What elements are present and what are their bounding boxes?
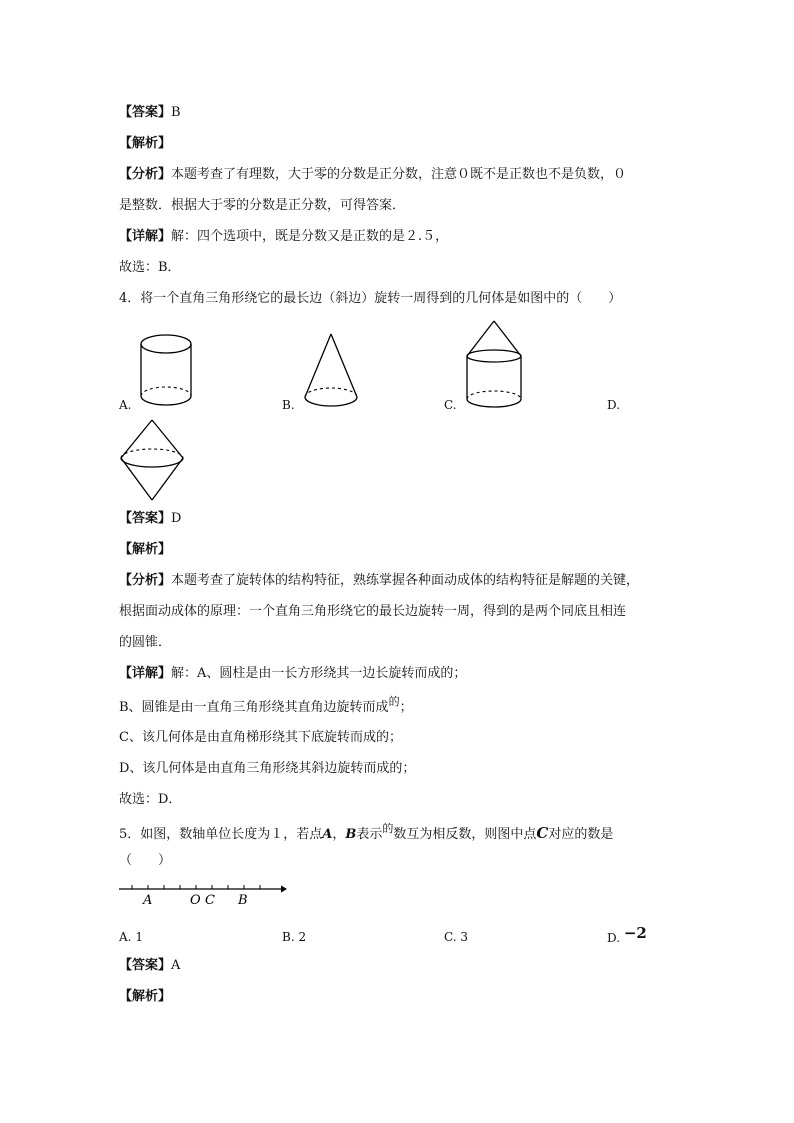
fenxi-tag: 【分析】	[119, 167, 172, 182]
q5-analysis-tag: 【解析】	[119, 989, 172, 1004]
option-label: B.	[282, 930, 295, 944]
q3-fenxi-line2: 是整数．根据大于零的分数是正分数，可得答案．	[119, 198, 406, 213]
q5-option-b	[282, 930, 306, 944]
answer-value: B	[171, 105, 181, 120]
point-b: B	[345, 827, 357, 842]
q4-detail-d: D、该几何体是由直角三角形绕其斜边旋转而成的；	[119, 761, 416, 776]
figure-cone-on-cylinder	[464, 318, 528, 414]
stem-post: 数互为相反数，则图中点	[393, 827, 537, 842]
axis-label-c: C	[205, 893, 215, 908]
point-c: C	[536, 824, 549, 842]
q4-detail-b	[119, 695, 413, 717]
figure-cylinder	[138, 332, 198, 412]
option-label: A.	[119, 930, 132, 944]
detail-b-post: ；	[399, 700, 413, 715]
detail-tag: 【详解】	[119, 666, 172, 681]
stem-text: 5．如图，数轴单位长度为１，若点	[119, 827, 323, 842]
separator: ，	[332, 827, 346, 842]
stem-end: 对应的数是	[548, 827, 614, 842]
q3-detail-line	[119, 228, 448, 246]
detail-text: 解：A、圆柱是由一长方形绕其一边长旋转而成的；	[171, 666, 467, 681]
detail-b-text: B、圆锥是由一直角三角形绕其直角边旋转而成	[119, 700, 389, 715]
axis-label-a: A	[143, 893, 153, 908]
answer-value: D	[171, 511, 182, 526]
option-label: D.	[607, 931, 621, 945]
stem-sup: 的	[382, 822, 394, 835]
axis-label-b: B	[238, 893, 248, 908]
q5-stem	[119, 824, 613, 844]
q4-option-a: A.	[119, 398, 132, 412]
fenxi-tag: 【分析】	[119, 573, 172, 588]
q3-analysis-tag: 【解析】	[119, 136, 172, 151]
figure-cone	[302, 333, 362, 413]
answer-tag: 【答案】	[119, 105, 172, 120]
option-value: 1	[135, 930, 143, 944]
axis-label-o: O	[190, 893, 201, 908]
q4-answer-line	[119, 510, 181, 528]
q5-option-a	[119, 930, 143, 944]
q4-fenxi-line2: 根据面动成体的原理：一个直角三角形绕它的最长边旋转一周，得到的是两个同底且相连	[119, 604, 627, 619]
q4-analysis-tag: 【解析】	[119, 542, 172, 557]
number-line	[119, 881, 289, 911]
q4-fenxi-line1	[119, 572, 639, 590]
q5-option-c	[444, 930, 468, 944]
option-value: −2	[623, 924, 647, 942]
point-a: A	[322, 827, 333, 842]
answer-tag: 【答案】	[119, 511, 172, 526]
figure-double-cone	[117, 418, 189, 502]
q5-option-d	[607, 924, 647, 945]
detail-text: 解：四个选项中，既是分数又是正数的是２.５，	[171, 229, 449, 244]
q5-paren: （ ）	[119, 853, 172, 868]
q4-stem: 4．将一个直角三角形绕它的最长边（斜边）旋转一周得到的几何体是如图中的（ ）	[119, 291, 622, 306]
q4-option-c: C.	[444, 398, 457, 412]
stem-mid: 表示	[356, 827, 383, 842]
q5-answer-line	[119, 957, 180, 975]
detail-tag: 【详解】	[119, 229, 172, 244]
q4-detail-c: C、该几何体是由直角梯形绕其下底旋转而成的；	[119, 730, 402, 745]
q4-option-b: B.	[282, 398, 295, 412]
answer-tag: 【答案】	[119, 958, 172, 973]
q4-fenxi-line3: 的圆锥．	[119, 635, 172, 650]
option-label: C.	[444, 930, 457, 944]
q4-detail-a	[119, 665, 466, 683]
answer-value: A	[171, 958, 181, 973]
option-value: 2	[298, 930, 307, 944]
q4-option-d: D.	[607, 398, 621, 412]
fenxi-text: 本题考查了有理数，大于零的分数是正分数，注意０既不是正数也不是负数，０	[171, 167, 627, 182]
q4-choose: 故选：D．	[119, 792, 182, 807]
q3-fenxi-line1	[119, 166, 626, 184]
fenxi-text: 本题考查了旋转体的结构特征，熟练掌握各种面动成体的结构特征是解题的关键，	[171, 573, 640, 588]
option-value: 3	[460, 930, 469, 944]
detail-b-sup: 的	[388, 695, 400, 708]
q3-choose: 故选：B．	[119, 260, 181, 275]
q3-answer-line	[119, 104, 181, 122]
